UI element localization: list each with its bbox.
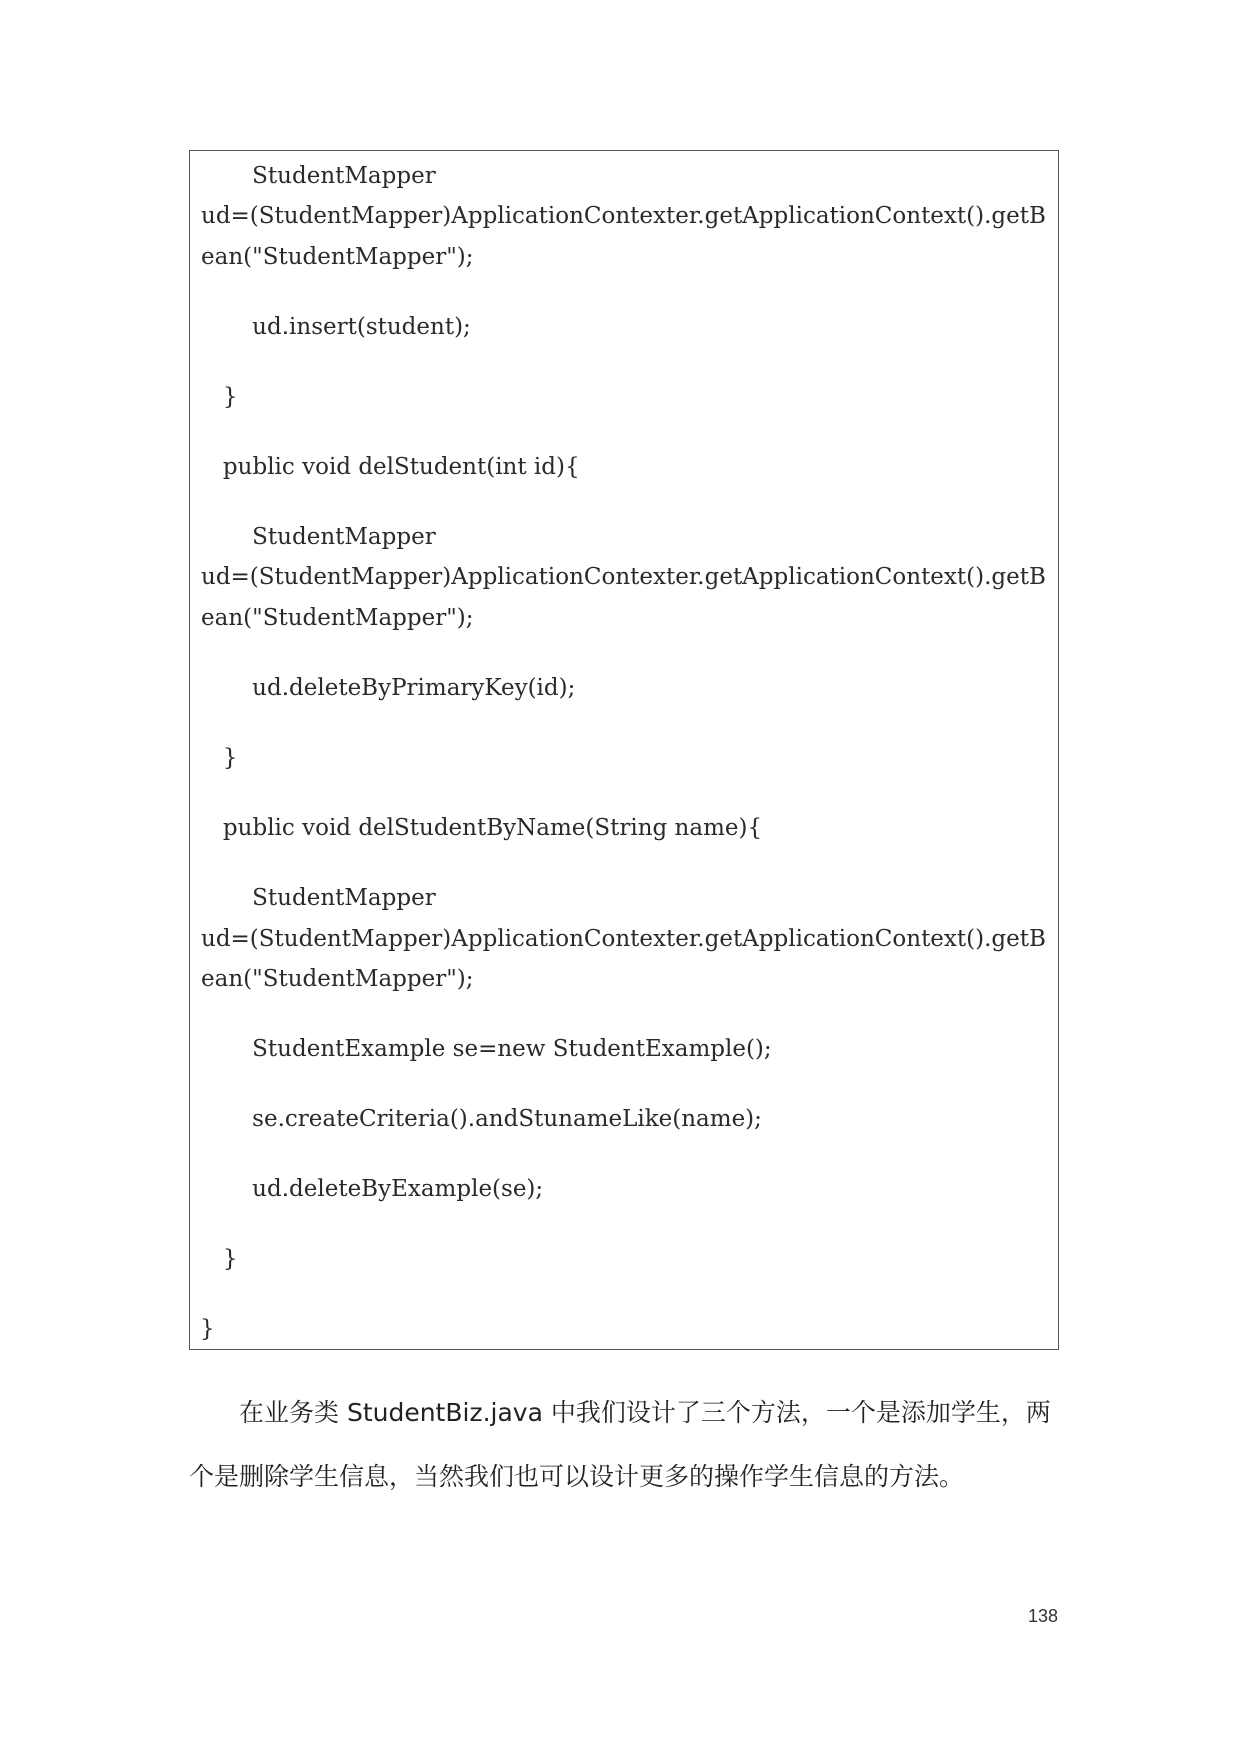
- paragraph-line-1: 在业务类 StudentBiz.java 中我们设计了三个方法，一个是添加学生，两: [239, 1398, 1051, 1427]
- code-line: }: [201, 745, 238, 771]
- code-line: StudentMapper: [201, 524, 436, 550]
- code-line: se.createCriteria().andStunameLike(name);: [201, 1106, 762, 1132]
- code-line: ud.deleteByExample(se);: [201, 1176, 544, 1202]
- paragraph-line-2: 个是删除学生信息，当然我们也可以设计更多的操作学生信息的方法。: [189, 1462, 965, 1491]
- code-line: ud=(StudentMapper)ApplicationContexter.getApplicationContext().getB: [201, 203, 1046, 229]
- code-line: StudentExample se=new StudentExample();: [201, 1036, 772, 1062]
- code-line: ud=(StudentMapper)ApplicationContexter.getApplicationContext().getB: [201, 926, 1046, 952]
- code-line: StudentMapper: [201, 163, 436, 189]
- page-number: 138: [1028, 1606, 1059, 1626]
- code-line: public void delStudent(int id){: [201, 454, 580, 480]
- code-line: ud.deleteByPrimaryKey(id);: [201, 675, 576, 701]
- code-line: ud.insert(student);: [201, 314, 471, 340]
- code-block: [189, 150, 1059, 1350]
- code-line: }: [201, 384, 238, 410]
- code-line: StudentMapper: [201, 885, 436, 911]
- code-line: ean("StudentMapper");: [201, 966, 474, 992]
- code-line: ean("StudentMapper");: [201, 605, 474, 631]
- code-line: public void delStudentByName(String name){: [201, 815, 763, 841]
- code-line: ud=(StudentMapper)ApplicationContexter.getApplicationContext().getB: [201, 564, 1046, 590]
- code-line: }: [201, 1246, 238, 1272]
- code-line: ean("StudentMapper");: [201, 244, 474, 270]
- code-line: }: [200, 1316, 215, 1342]
